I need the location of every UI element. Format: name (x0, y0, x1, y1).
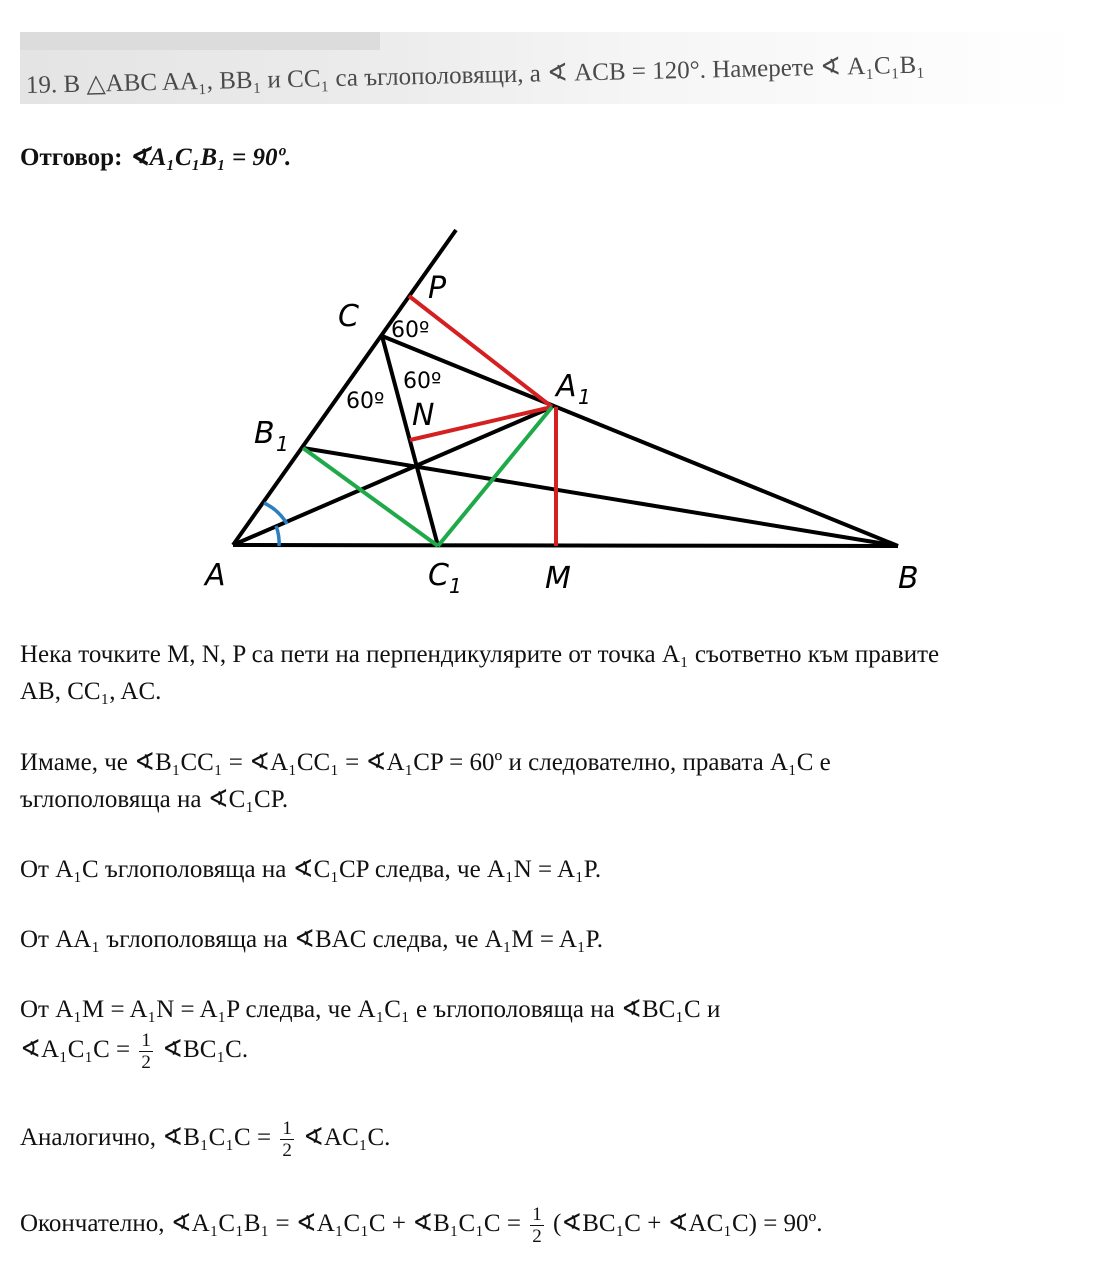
fraction-half: $\frac{1}{2}$ (141, 1030, 151, 1073)
paragraph-6 (20, 1118, 390, 1161)
label-a1-sub: 1 (578, 385, 591, 409)
side-cb (382, 336, 898, 546)
paragraph-1-line-1: Нека точките M, N, P са пети на перпендикулярите от точка A₁ съответно към правите (20, 641, 940, 668)
bisector-bb1 (303, 448, 898, 546)
label-c1-sub: 1 (449, 574, 462, 598)
answer-math: ∢A₁C₁B₁ = 90º. (128, 144, 292, 171)
paragraph-7 (20, 1204, 823, 1247)
fraction-half: $\frac{1}{2}$ (282, 1118, 292, 1161)
paragraph-4: От AA₁ ъглополовяща на ∢BAC следва, че A₁M = A₁P. (20, 926, 604, 953)
paragraph-2-line-1: Имаме, че ∢B₁CC₁ = ∢A₁CC₁ = ∢A₁CP = 60º и следователно, правата A₁C е (20, 749, 831, 776)
answer-label: Отговор: (20, 144, 123, 171)
label-b: B (898, 561, 919, 596)
angle-label-b1cc1: 60º (346, 389, 385, 414)
p5-right: ∢BC₁C. (162, 1036, 249, 1064)
p6-left: Аналогично, ∢B₁C₁C = (20, 1124, 272, 1152)
p7-left: Окончателно, ∢A₁C₁B₁ = ∢A₁C₁C + ∢B₁C₁C = (20, 1210, 521, 1238)
label-c1: C (428, 558, 449, 593)
angle-arc-inner (276, 526, 279, 546)
side-ab (233, 545, 898, 546)
paragraph-2-line-2: ъглополовяща на ∢C₁CP. (20, 786, 289, 813)
p6-right: ∢AC₁C. (303, 1124, 391, 1152)
label-c: C (338, 299, 359, 334)
paragraph-5-line-2 (20, 1030, 248, 1073)
label-a1: A (556, 369, 577, 404)
paragraph-5-line-1: От A₁M = A₁N = A₁P следва, че A₁C₁ е ъглополовяща на ∢BC₁C и (20, 996, 721, 1023)
paragraph-3: От A₁C ъглополовяща на ∢C₁CP следва, че A₁N = A₁P. (20, 856, 602, 883)
angle-label-acp: 60º (391, 318, 430, 343)
p7-right: (∢BC₁C + ∢AC₁C) = 90º. (552, 1210, 823, 1238)
paragraph-1-line-2: AB, CC₁, AC. (20, 678, 162, 705)
angle-label-a1cc1: 60º (403, 369, 442, 394)
bisector-cc1 (382, 336, 438, 546)
fraction-half: $\frac{1}{2}$ (532, 1204, 542, 1247)
label-n: N (412, 398, 435, 433)
p5-left: ∢A₁C₁C = (20, 1036, 131, 1064)
angle-arc-outer (264, 503, 287, 524)
label-m: M (545, 561, 571, 596)
label-a: A (205, 558, 226, 593)
label-p: P (428, 271, 447, 306)
problem-statement: 19. В △ABC AA₁, BB₁ и CC₁ са ъглополовящи, а ∢ ACB = 120°. Намерете ∢ A₁C₁B₁ (25, 51, 926, 99)
label-b1-sub: 1 (276, 432, 289, 456)
label-b1: B (254, 416, 275, 451)
